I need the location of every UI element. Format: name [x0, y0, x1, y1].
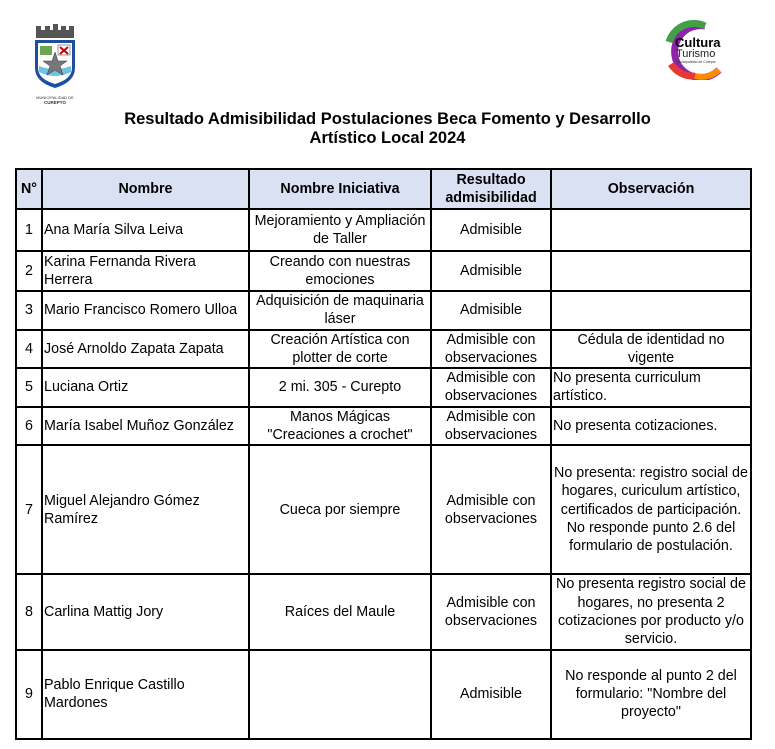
cell-iniciativa: Adquisición de maquinaria láser: [249, 291, 431, 330]
cell-nombre: Ana María Silva Leiva: [42, 209, 249, 251]
cell-observacion: [551, 291, 751, 330]
cell-resultado: Admisible: [431, 251, 551, 291]
cell-iniciativa: [249, 650, 431, 739]
cell-nombre: María Isabel Muñoz González: [42, 407, 249, 446]
cell-resultado: Admisible con observaciones: [431, 368, 551, 407]
cell-number: 5: [16, 368, 42, 407]
cell-number: 4: [16, 330, 42, 369]
table-row: [16, 209, 751, 251]
title-line-1: Resultado Admisibilidad Postulaciones Beca Fomento y Desarrollo: [124, 110, 651, 128]
cell-nombre: Luciana Ortiz: [42, 368, 249, 407]
cultura-turismo-logo: [655, 20, 741, 80]
column-header-nombre: Nombre: [42, 169, 249, 209]
logo-municipalidad-text: Municipalidad de Curepto: [676, 60, 716, 64]
cell-resultado: Admisible con observaciones: [431, 407, 551, 446]
cell-number: 9: [16, 650, 42, 739]
table-row: [16, 330, 751, 369]
cell-observacion: No presenta curriculum artístico.: [551, 368, 751, 407]
cell-number: 7: [16, 445, 42, 574]
cell-observacion: No presenta cotizaciones.: [551, 407, 751, 446]
cell-observacion: [551, 251, 751, 291]
cell-resultado: Admisible con observaciones: [431, 445, 551, 574]
logo-text-line1: MUNICIPALIDAD DE: [36, 95, 74, 100]
title-line-2: Artístico Local 2024: [309, 129, 466, 147]
column-header-iniciativa: Nombre Iniciativa: [249, 169, 431, 209]
table-row: [16, 574, 751, 649]
cell-observacion: No presenta registro social de hogares, no presenta 2 cotizaciones por producto y/o servicio.: [551, 574, 751, 649]
table-row: [16, 251, 751, 291]
cell-observacion: No presenta: registro social de hogares, curiculum artístico, certificados de participación. No responde punto 2.6 del formulario de postulación.: [551, 445, 751, 574]
cell-number: 2: [16, 251, 42, 291]
cell-iniciativa: Cueca por siempre: [249, 445, 431, 574]
cell-number: 1: [16, 209, 42, 251]
municipalidad-curepto-logo: [32, 24, 78, 105]
cell-nombre: Pablo Enrique Castillo Mardones: [42, 650, 249, 739]
table-row: [16, 445, 751, 574]
cell-iniciativa: Mejoramiento y Ampliación de Taller: [249, 209, 431, 251]
cell-resultado: Admisible con observaciones: [431, 574, 551, 649]
table-row: [16, 407, 751, 446]
document-title: [0, 110, 775, 148]
table-row: [16, 368, 751, 407]
cell-number: 3: [16, 291, 42, 330]
table-row: [16, 291, 751, 330]
cell-iniciativa: 2 mi. 305 - Curepto: [249, 368, 431, 407]
cell-iniciativa: Creando con nuestras emociones: [249, 251, 431, 291]
cell-resultado: Admisible: [431, 209, 551, 251]
cell-observacion: No responde al punto 2 del formulario: "Nombre del proyecto": [551, 650, 751, 739]
logo-text-line2: CUREPTO: [44, 100, 66, 105]
cell-nombre: José Arnoldo Zapata Zapata: [42, 330, 249, 369]
table-row: [16, 650, 751, 739]
cell-nombre: Carlina Mattig Jory: [42, 574, 249, 649]
cell-iniciativa: Raíces del Maule: [249, 574, 431, 649]
cell-iniciativa: Creación Artística con plotter de corte: [249, 330, 431, 369]
cell-observacion: [551, 209, 751, 251]
results-table: [15, 168, 752, 740]
column-header-number: N°: [16, 169, 42, 209]
cell-number: 8: [16, 574, 42, 649]
logo-cultura-text: Cultura: [675, 35, 721, 50]
column-header-observacion: Observación: [551, 169, 751, 209]
logo-turismo-text: Turismo: [676, 48, 716, 60]
cell-iniciativa: Manos Mágicas "Creaciones a crochet": [249, 407, 431, 446]
cell-resultado: Admisible: [431, 291, 551, 330]
column-header-resultado: Resultado admisibilidad: [431, 169, 551, 209]
table-header-row: [16, 169, 751, 209]
cell-nombre: Karina Fernanda Rivera Herrera: [42, 251, 249, 291]
cell-number: 6: [16, 407, 42, 446]
cell-nombre: Miguel Alejandro Gómez Ramírez: [42, 445, 249, 574]
cell-observacion: Cédula de identidad no vigente: [551, 330, 751, 369]
cell-resultado: Admisible: [431, 650, 551, 739]
curepto-crest-icon: [32, 24, 78, 90]
cell-resultado: Admisible con observaciones: [431, 330, 551, 369]
cell-nombre: Mario Francisco Romero Ulloa: [42, 291, 249, 330]
